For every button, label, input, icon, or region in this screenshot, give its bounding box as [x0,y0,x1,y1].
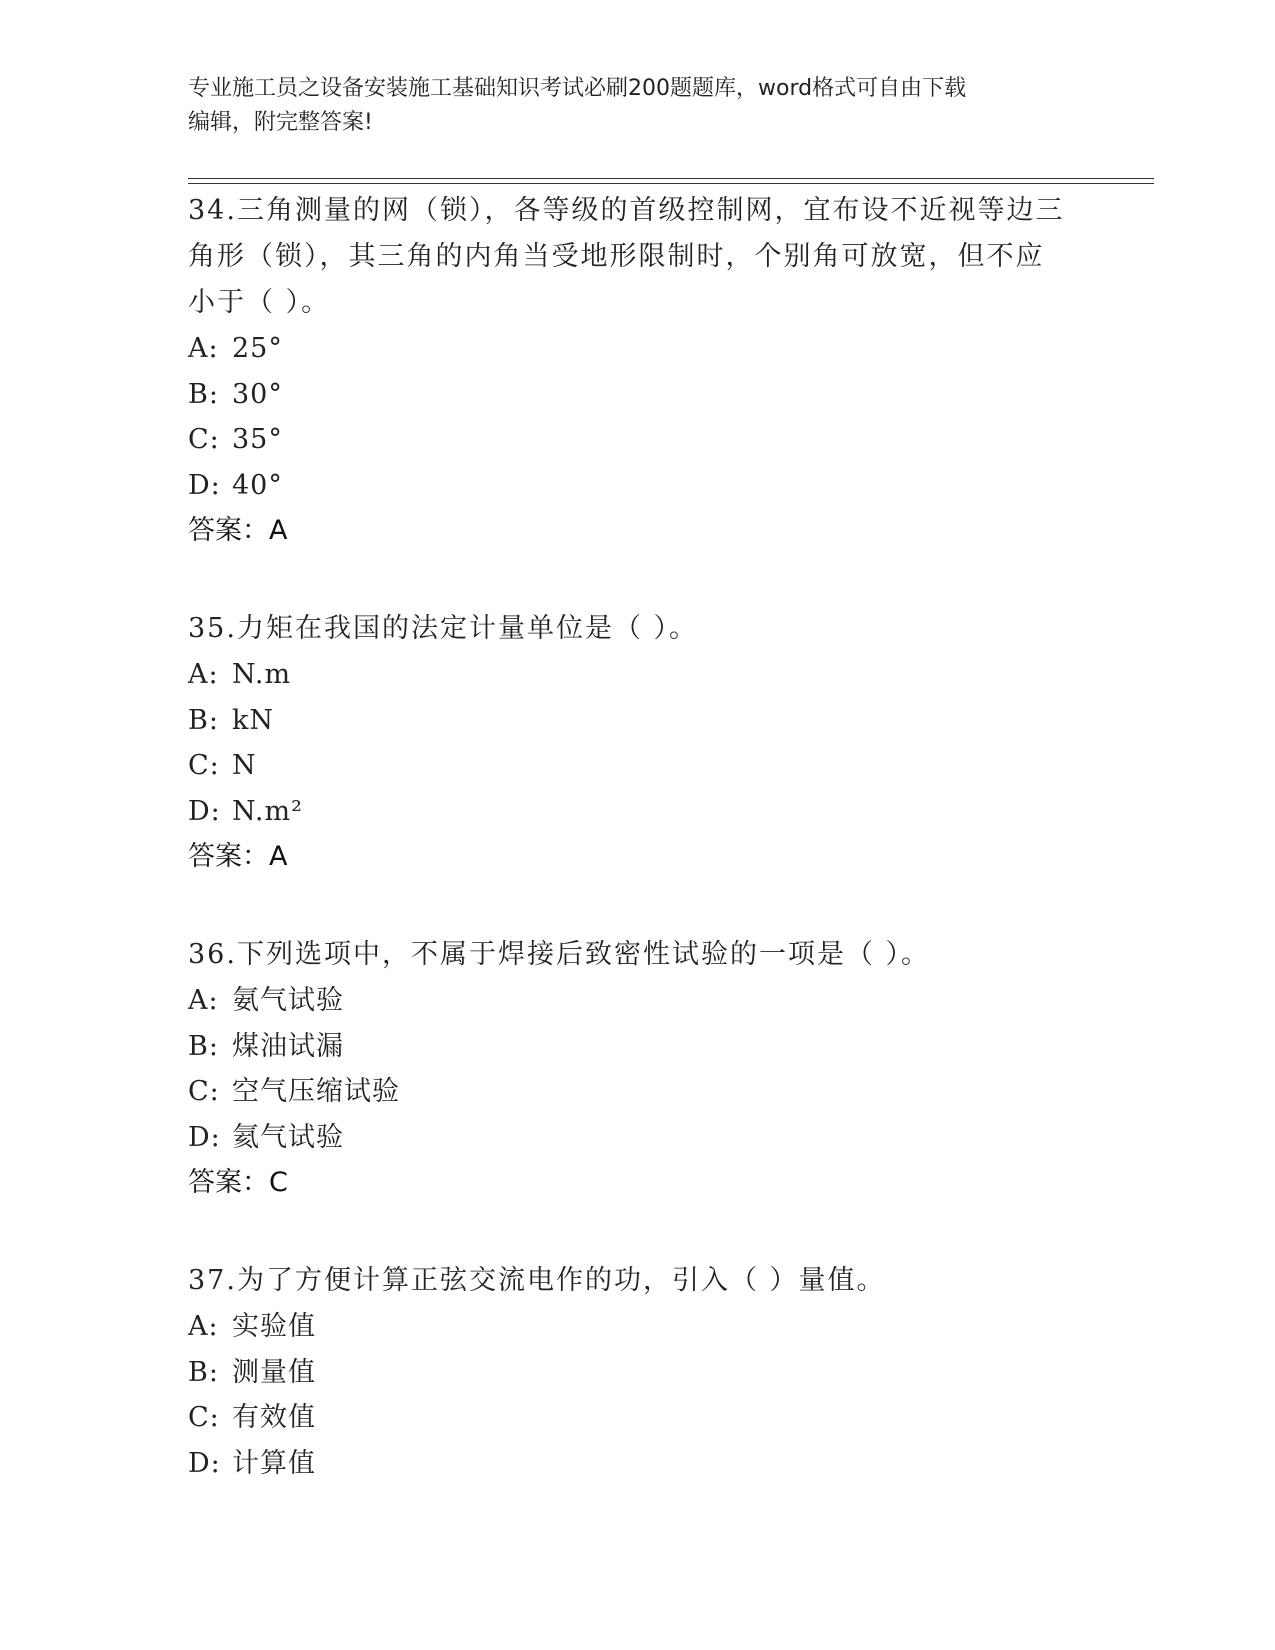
option-text: N.m² [232,795,303,827]
option-key: C: [188,1402,220,1433]
option-text: N [232,750,257,781]
document-header [188,72,1088,140]
option-key: B: [188,1356,219,1388]
option-key: B: [188,1030,219,1062]
option-text: 35° [232,424,283,455]
option-text: 实验值 [232,1311,316,1342]
question-stem-line: 36.下列选项中，不属于焊接后致密性试验的一项是（ ）。 [188,939,931,970]
option-text: 有效值 [232,1402,316,1433]
option-a [188,652,1088,698]
option-text: 计算值 [232,1447,316,1479]
option-key: D: [188,1447,221,1479]
option-key: A: [188,659,219,690]
option-text: 氨气试验 [232,985,344,1016]
option-a [188,1304,1088,1350]
option-key: D: [188,795,221,827]
question-35 [188,604,1088,880]
question-36 [188,930,1088,1206]
option-key: D: [188,1121,221,1153]
question-stem-line: 小于（ ）。 [188,287,331,318]
option-text: N.m [232,659,292,690]
header-divider-top [188,178,1154,179]
option-key: D: [188,469,221,501]
answer-label: 答案：A [188,841,288,872]
question-34 [188,186,1088,554]
option-a [188,326,1088,372]
option-key: B: [188,704,219,736]
question-stem [188,1256,1088,1304]
option-b [188,1024,1088,1070]
option-c [188,417,1088,463]
option-a [188,978,1088,1024]
question-stem [188,604,1088,652]
option-b [188,698,1088,744]
option-d [188,463,1088,509]
header-title-line-2: 编辑，附完整答案! [188,110,373,135]
question-stem [188,186,1088,326]
option-b [188,1350,1088,1396]
answer-label: 答案：A [188,515,288,546]
option-key: C: [188,1076,220,1107]
answer-label: 答案：C [188,1167,288,1198]
option-key: A: [188,333,219,364]
option-d [188,1441,1088,1487]
option-text: 空气压缩试验 [232,1076,400,1107]
option-d [188,789,1088,835]
option-key: C: [188,750,220,781]
question-list [188,186,1088,1536]
option-key: A: [188,985,219,1016]
option-c [188,1069,1088,1115]
option-key: B: [188,378,219,410]
option-key: C: [188,424,220,455]
question-stem-line: 角形（锁），其三角的内角当受地形限制时，个别角可放宽，但不应 [188,241,1045,272]
question-stem-line: 34.三角测量的网（锁），各等级的首级控制网，宜布设不近视等边三 [188,195,1065,226]
question-stem-line: 37.为了方便计算正弦交流电作的功，引入（ ）量值。 [188,1265,886,1296]
header-title-line-1: 专业施工员之设备安装施工基础知识考试必刷200题题库，word格式可自由下载 [188,76,967,101]
option-text: 25° [232,333,283,364]
option-text: 40° [232,469,283,501]
option-text: 氦气试验 [232,1121,344,1153]
option-b [188,372,1088,418]
option-c [188,743,1088,789]
option-c [188,1395,1088,1441]
option-key: A: [188,1311,219,1342]
question-stem-line: 35.力矩在我国的法定计量单位是（ ）。 [188,613,699,644]
option-d [188,1115,1088,1161]
option-text: 测量值 [232,1356,316,1388]
option-text: 30° [232,378,283,410]
question-37 [188,1256,1088,1486]
header-divider-bottom [188,183,1154,184]
option-text: kN [232,704,274,736]
question-stem [188,930,1088,978]
option-text: 煤油试漏 [232,1030,344,1062]
